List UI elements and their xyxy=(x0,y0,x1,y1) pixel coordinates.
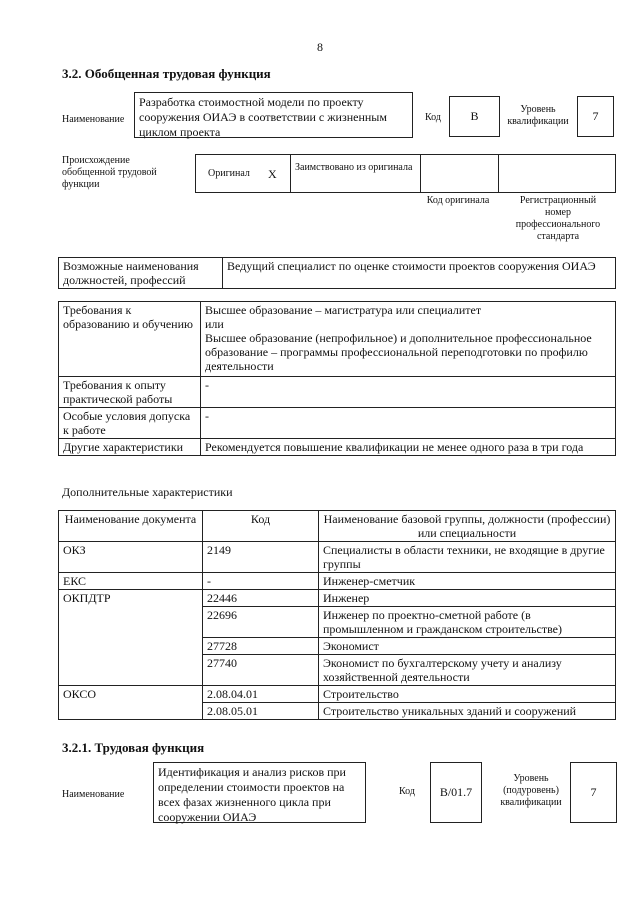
borrowed-label: Заимствовано из оригинала xyxy=(295,162,413,173)
name-label: Наименование xyxy=(62,114,125,125)
positions-value: Ведущий специалист по оценке стоимости проектов сооружения ОИАЭ xyxy=(223,258,616,289)
level-box xyxy=(570,762,617,823)
function-name: Идентификация и анализ рисков при определении стоимости проектов на всех фазах жизненного цикла при сооружении ОИАЭ xyxy=(158,765,346,824)
code-box xyxy=(430,762,482,823)
table-row xyxy=(59,408,616,439)
divider xyxy=(498,155,499,192)
cell-code: 2149 xyxy=(203,542,319,573)
additional-heading: Дополнительные характеристики xyxy=(62,485,233,499)
cell-name: Инженер xyxy=(319,590,616,607)
table-row xyxy=(59,590,616,607)
cell-name: Экономист xyxy=(319,638,616,655)
origin-table xyxy=(195,154,616,193)
original-mark: X xyxy=(268,167,277,181)
reg-number-label: Регистрационный номер профессионального стандарта xyxy=(515,195,601,242)
requirement-value: - xyxy=(201,408,616,439)
cell-code: 2.08.05.01 xyxy=(203,703,319,720)
subsection-heading: 3.2.1. Трудовая функция xyxy=(62,740,205,755)
cell-code: 27728 xyxy=(203,638,319,655)
cell-name: Инженер-сметчик xyxy=(319,573,616,590)
cell-doc: ЕКС xyxy=(59,573,203,590)
positions-label: Возможные наименования должностей, профессий xyxy=(59,258,223,289)
function-name-box xyxy=(134,92,413,138)
cell-doc: ОКСО xyxy=(59,686,203,720)
table-row xyxy=(59,573,616,590)
divider xyxy=(290,155,291,192)
cell-name: Экономист по бухгалтерскому учету и анализу хозяйственной деятельности xyxy=(319,655,616,686)
cell-name: Инженер по проектно-сметной работе (в промышленном и гражданском строительстве) xyxy=(319,607,616,638)
requirement-value: Высшее образование – магистратура или специалитет или Высшее образование (непрофильное) и дополнительное профессиональное образование – программы профессиональной переподготовки по профилю деятельности xyxy=(201,302,616,377)
cell-code: 27740 xyxy=(203,655,319,686)
cell-doc: ОКПДТР xyxy=(59,590,203,686)
level-value: 7 xyxy=(592,109,599,123)
level-label: Уровень квалификации xyxy=(507,104,569,127)
code-value: В xyxy=(470,109,479,123)
requirements-table xyxy=(58,301,616,456)
table-row xyxy=(59,377,616,408)
requirement-label: Другие характеристики xyxy=(59,439,201,456)
cell-name: Строительство xyxy=(319,686,616,703)
additional-table xyxy=(58,510,616,720)
requirement-label: Особые условия допуска к работе xyxy=(59,408,201,439)
section-heading: 3.2. Обобщенная трудовая функция xyxy=(62,66,271,81)
requirement-value: Рекомендуется повышение квалификации не менее одного раза в три года xyxy=(201,439,616,456)
code-box xyxy=(449,96,500,137)
table-row xyxy=(59,439,616,456)
table-row xyxy=(59,686,616,703)
name-label: Наименование xyxy=(62,789,125,800)
header-code: Код xyxy=(203,511,319,542)
function-name-box xyxy=(153,762,366,823)
positions-table xyxy=(58,257,616,289)
level-value: 7 xyxy=(590,785,597,799)
table-row xyxy=(59,302,616,377)
origin-code-label: Код оригинала xyxy=(426,195,490,206)
level-box xyxy=(577,96,614,137)
table-row xyxy=(59,258,616,289)
header-document: Наименование документа xyxy=(59,511,203,542)
code-value: B/01.7 xyxy=(439,785,473,799)
header-name: Наименование базовой группы, должности (профессии) или специальности xyxy=(319,511,616,542)
level-label: Уровень (подуровень) квалификации xyxy=(500,773,562,808)
function-name: Разработка стоимостной модели по проекту сооружения ОИАЭ в соответствии с жизненным циклом проекта xyxy=(139,95,387,139)
code-label: Код xyxy=(425,112,441,123)
code-label: Код xyxy=(399,786,415,797)
cell-code: 2.08.04.01 xyxy=(203,686,319,703)
cell-code: 22696 xyxy=(203,607,319,638)
table-row xyxy=(59,542,616,573)
origin-label: Происхождение обобщенной трудовой функции xyxy=(62,155,157,190)
cell-code: - xyxy=(203,573,319,590)
cell-name: Строительство уникальных зданий и сооружений xyxy=(319,703,616,720)
page-number: 8 xyxy=(317,40,323,54)
cell-code: 22446 xyxy=(203,590,319,607)
requirement-value: - xyxy=(201,377,616,408)
requirement-label: Требования к образованию и обучению xyxy=(59,302,201,377)
cell-name: Специалисты в области техники, не входящие в другие группы xyxy=(319,542,616,573)
requirement-label: Требования к опыту практической работы xyxy=(59,377,201,408)
divider xyxy=(420,155,421,192)
original-label: Оригинал xyxy=(208,168,250,179)
cell-doc: ОКЗ xyxy=(59,542,203,573)
table-header-row xyxy=(59,511,616,542)
